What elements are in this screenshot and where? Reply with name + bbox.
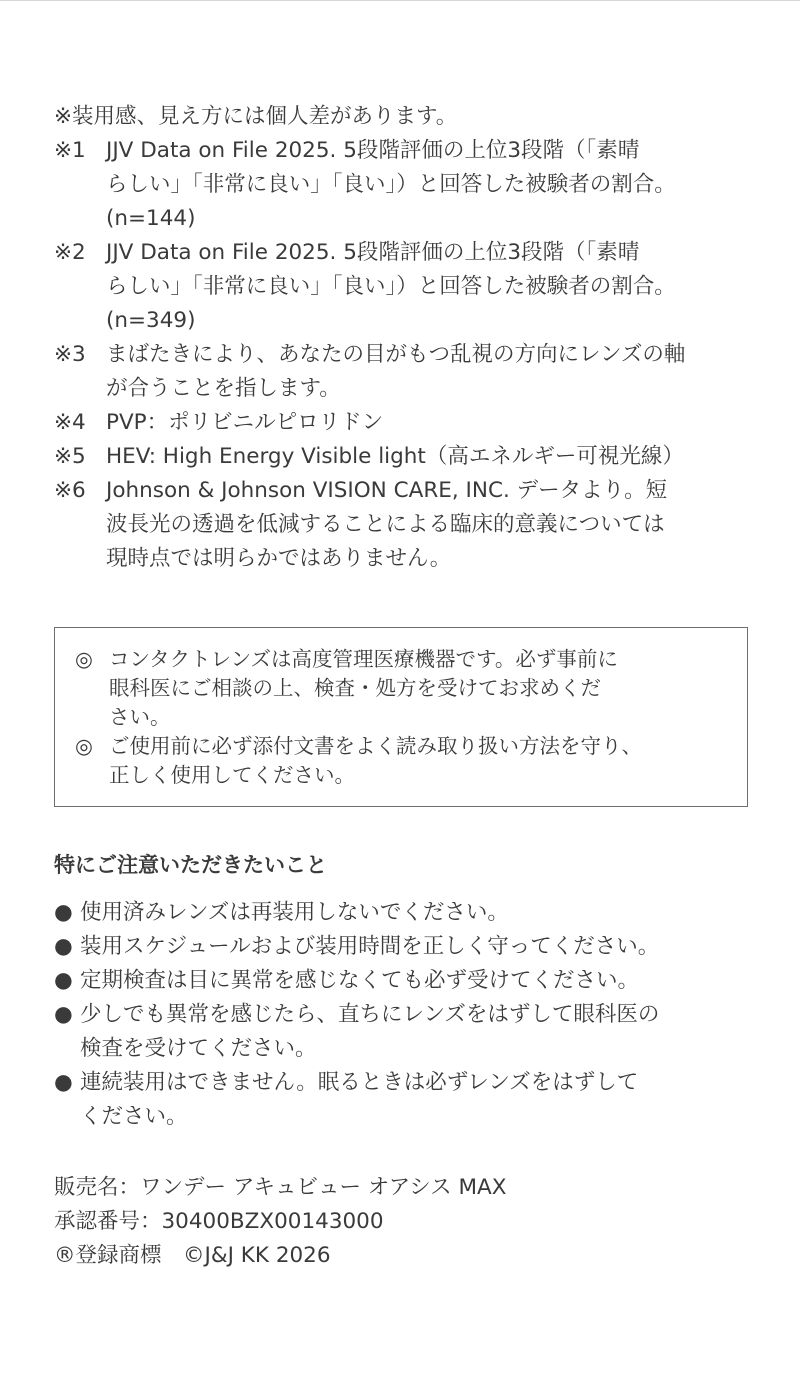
footnote-mark: ※5 <box>54 444 86 469</box>
caution-item <box>54 964 754 998</box>
bullet-icon: ● <box>54 934 73 959</box>
caution-line: 連続装用はできません。眠るときは必ずレンズをはずして <box>80 1070 639 1095</box>
notice-line: 眼科医にご相談の上、検査・処方を受けてお求めくだ <box>109 676 601 700</box>
footnote-mark: ※1 <box>54 138 86 163</box>
intro-disclaimer: ※装用感、見え方には個人差があります。 <box>54 104 458 129</box>
caution-line: 定期検査は目に異常を感じなくても必ず受けてください。 <box>80 968 640 993</box>
footnote-line: が合うことを指します。 <box>106 376 341 401</box>
footnote-item <box>54 134 754 236</box>
footnote-item <box>54 474 754 576</box>
caution-line: 検査を受けてください。 <box>80 1036 317 1061</box>
bullet-icon: ● <box>54 1002 73 1027</box>
bullet-icon: ● <box>54 968 73 993</box>
footnote-mark: ※2 <box>54 240 86 265</box>
footnote-mark: ※3 <box>54 342 86 367</box>
footnote-line: Johnson & Johnson VISION CARE, INC. データより。短 <box>106 478 668 503</box>
top-divider <box>0 0 800 1</box>
caution-list <box>54 896 754 1134</box>
bullet-icon: ● <box>54 900 73 925</box>
footnote-line: 波長光の透過を低減することによる臨床的意義については <box>106 512 665 537</box>
trademark-copyright: ®登録商標 ©J&J KK 2026 <box>54 1243 331 1268</box>
footnote-mark: ※4 <box>54 410 86 435</box>
product-info <box>54 1171 506 1273</box>
caution-text <box>80 998 659 1066</box>
footnote-line: 現時点では明らかではありません。 <box>106 546 452 571</box>
caution-text <box>80 896 509 930</box>
footnote-text <box>106 134 754 236</box>
approval-number: 承認番号：30400BZX00143000 <box>54 1209 384 1234</box>
caution-line: 使用済みレンズは再装用しないでください。 <box>80 900 509 925</box>
notice-list <box>75 645 729 790</box>
footnote-item <box>54 406 754 440</box>
footnote-list <box>54 134 754 576</box>
footnote-line: らしい」「非常に良い」「良い」）と回答した被験者の割合。 <box>106 172 676 197</box>
notice-line: コンタクトレンズは高度管理医療機器です。必ず事前に <box>109 647 618 671</box>
footnote-mark: ※6 <box>54 478 86 503</box>
footnote-line: HEV: High Energy Visible light（高エネルギー可視光線） <box>106 444 684 469</box>
caution-text <box>80 930 659 964</box>
footnote-text <box>106 236 754 338</box>
caution-item <box>54 998 754 1066</box>
footnote-text <box>106 406 754 440</box>
footnotes-section <box>54 100 754 576</box>
footnote-line: JJV Data on File 2025. 5段階評価の上位3段階（「素晴 <box>106 138 640 163</box>
footnote-item <box>54 440 754 474</box>
caution-item <box>54 896 754 930</box>
caution-title: 特にご注意いただきたいこと <box>54 853 327 877</box>
caution-line: ください。 <box>80 1104 188 1129</box>
notice-line: ご使用前に必ず添付文書をよく読み取り扱い方法を守り、 <box>109 734 642 758</box>
caution-line: 少しでも異常を感じたら、直ちにレンズをはずして眼科医の <box>80 1002 660 1027</box>
notice-item <box>75 732 729 790</box>
footnote-item <box>54 236 754 338</box>
caution-text <box>80 964 639 998</box>
notice-text <box>109 732 642 790</box>
footnote-text <box>106 338 754 406</box>
notice-item <box>75 645 729 732</box>
product-name: 販売名：ワンデー アキュビュー オアシス MAX <box>54 1175 507 1200</box>
footnote-line: (n=349) <box>106 308 196 333</box>
footnote-line: まばたきにより、あなたの目がもつ乱視の方向にレンズの軸 <box>106 342 686 367</box>
caution-text <box>80 1066 638 1134</box>
bullet-icon: ● <box>54 1070 73 1095</box>
footnote-line: らしい」「非常に良い」「良い」）と回答した被験者の割合。 <box>106 274 676 299</box>
footnote-text <box>106 440 754 474</box>
notice-box <box>54 627 748 807</box>
notice-line: さい。 <box>109 705 171 729</box>
notice-line: 正しく使用してください。 <box>109 763 355 787</box>
caution-section <box>54 848 754 1134</box>
footnote-item <box>54 338 754 406</box>
footnote-text <box>106 474 754 576</box>
footnote-line: (n=144) <box>106 206 196 231</box>
caution-line: 装用スケジュールおよび装用時間を正しく守ってください。 <box>80 934 660 959</box>
footnote-line: PVP：ポリビニルピロリドン <box>106 410 384 435</box>
double-circle-mark: ◎ <box>75 734 93 758</box>
double-circle-mark: ◎ <box>75 647 93 671</box>
caution-item <box>54 930 754 964</box>
footnote-line: JJV Data on File 2025. 5段階評価の上位3段階（「素晴 <box>106 240 640 265</box>
caution-item <box>54 1066 754 1134</box>
notice-text <box>109 645 618 732</box>
